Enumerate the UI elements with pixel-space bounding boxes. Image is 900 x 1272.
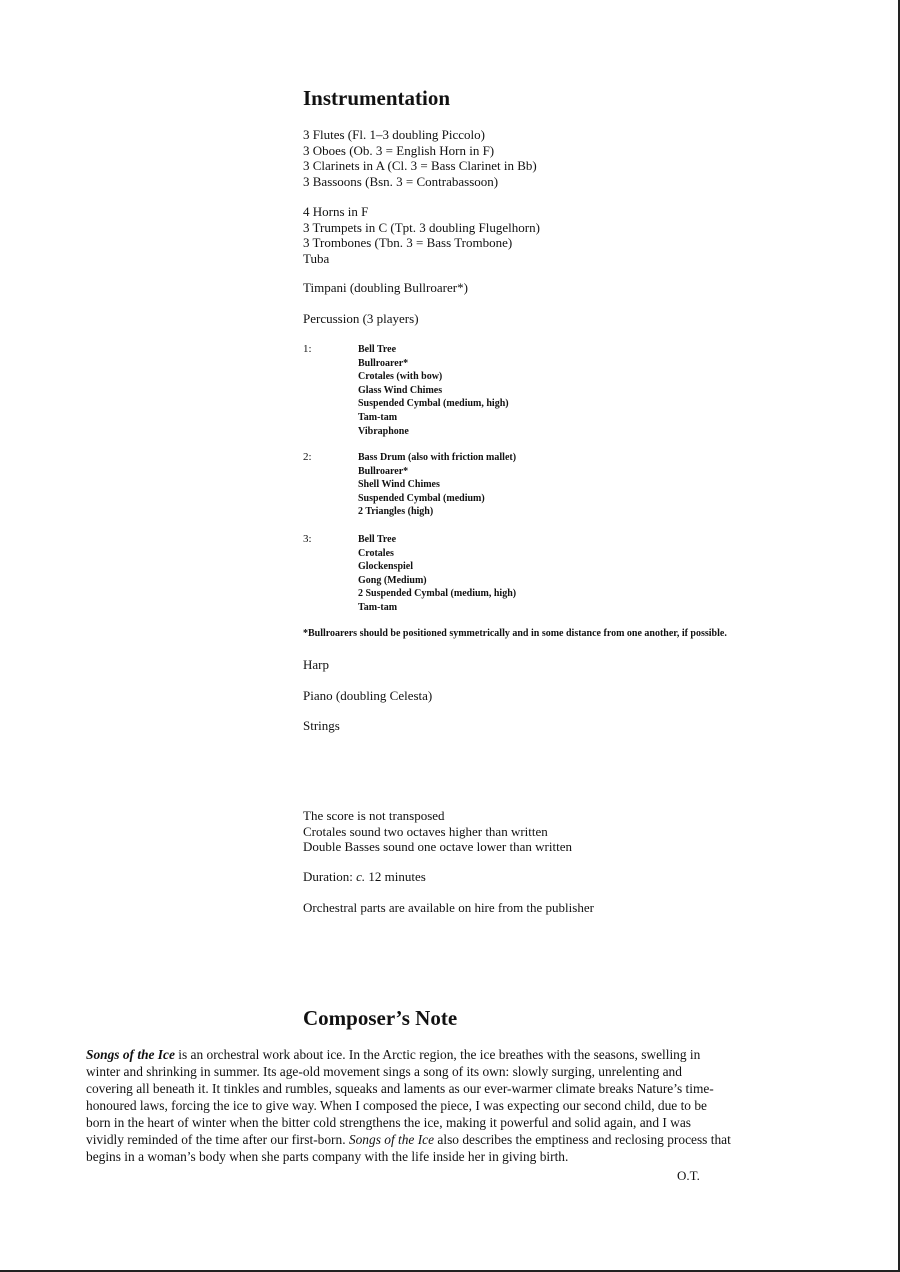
list-item: Tam-tam: [358, 411, 398, 423]
list-item: Bell Tree: [358, 534, 397, 545]
list-item: Crotales: [358, 547, 394, 559]
parts-note: Orchestral parts are available on hire from the publisher: [303, 900, 594, 915]
list-item: Glass Wind Chimes: [358, 384, 443, 396]
work-title: Songs of the Ice: [348, 1132, 435, 1147]
list-item: Glockenspiel: [358, 561, 414, 573]
list-item: Tam-tam: [358, 601, 398, 613]
list-item: 3 Bassoons (Bsn. 3 = Contrabassoon): [303, 173, 499, 189]
brass-list: [303, 204, 540, 266]
harp-line: Harp: [303, 657, 329, 672]
list-item: Bass Drum (also with friction mallet): [358, 452, 517, 463]
composers-note-heading: Composer’s Note: [303, 1006, 458, 1030]
note-line: begins in a woman’s body when she parts company with the life inside her in giving birth.: [86, 1149, 569, 1164]
list-item: Crotales sound two octaves higher than written: [303, 823, 548, 839]
player-instruments: [358, 451, 516, 519]
timpani-line: Timpani (doubling Bullroarer*): [303, 280, 468, 295]
player-label: 2:: [303, 451, 312, 463]
piano-line: Piano (doubling Celesta): [303, 688, 433, 703]
player-instruments: [358, 533, 516, 615]
list-item: Bullroarer*: [358, 357, 409, 369]
note-line: honoured laws, forcing the ice to give way. When I composed the piece, I was expecting our second child, due to be: [86, 1098, 707, 1113]
percussion-heading: Percussion (3 players): [303, 311, 419, 326]
note-line: winter and shrinking in summer. Its age-old movement sings a song of its own: slowly surging, unrelenting and: [86, 1064, 682, 1079]
transposition-notes: [303, 808, 572, 855]
instrumentation-heading: Instrumentation: [303, 86, 451, 110]
list-item: Double Basses sound one octave lower than written: [303, 839, 572, 854]
bullroarer-footnote: *Bullroarers should be positioned symmetrically and in some distance from one another, if possible.: [303, 628, 727, 639]
player-instruments: [358, 343, 509, 438]
list-item: 3 Oboes (Ob. 3 = English Horn in F): [303, 142, 495, 158]
list-item: The score is not transposed: [303, 808, 445, 823]
player-label: 1:: [303, 343, 312, 355]
list-item: 3 Trombones (Tbn. 3 = Bass Trombone): [303, 235, 513, 250]
duration-approx: c.: [356, 869, 366, 884]
note-line: Songs of the Ice is an orchestral work about ice. In the Arctic region, the ice breathes with the seasons, swelling in: [86, 1047, 701, 1062]
list-item: 4 Horns in F: [303, 204, 369, 219]
strings-line: Strings: [303, 718, 340, 733]
list-item: Shell Wind Chimes: [358, 479, 440, 491]
list-item: 3 Clarinets in A (Cl. 3 = Bass Clarinet in Bb): [303, 158, 537, 173]
duration-line: [303, 869, 426, 885]
player-label: 3:: [303, 533, 312, 545]
list-item: Tuba: [303, 250, 330, 266]
list-item: Bullroarer*: [358, 465, 409, 477]
list-item: 2 Suspended Cymbal (medium, high): [358, 588, 517, 600]
note-line: vividly reminded of the time after our first-born. Songs of the Ice also describes the emptiness and reclosing process that: [86, 1132, 731, 1147]
list-item: 2 Triangles (high): [358, 506, 434, 518]
list-item: Gong (Medium): [358, 574, 427, 586]
list-item: Suspended Cymbal (medium): [358, 492, 485, 504]
note-line: born in the heart of winter when the bitter cold strengthens the ice, making it powerful and solid again, and I was: [86, 1115, 692, 1130]
signature: O.T.: [677, 1168, 700, 1183]
list-item: Suspended Cymbal (medium, high): [358, 398, 509, 410]
list-item: 3 Trumpets in C (Tpt. 3 doubling Flugelhorn): [303, 219, 540, 235]
duration-value: 12 minutes: [365, 869, 426, 884]
list-item: 3 Flutes (Fl. 1–3 doubling Piccolo): [303, 127, 485, 142]
composers-note-body: [86, 1046, 826, 1165]
work-title: Songs of the Ice: [86, 1047, 175, 1062]
woodwinds-list: [303, 127, 537, 189]
list-item: Crotales (with bow): [358, 371, 443, 383]
note-line: covering all beneath it. It tinkles and rumbles, squeaks and laments as our ever-warmer climate breaks Nature’s time-: [86, 1081, 714, 1096]
duration-label: Duration:: [303, 869, 357, 884]
list-item: Bell Tree: [358, 344, 397, 355]
list-item: Vibraphone: [358, 425, 409, 437]
